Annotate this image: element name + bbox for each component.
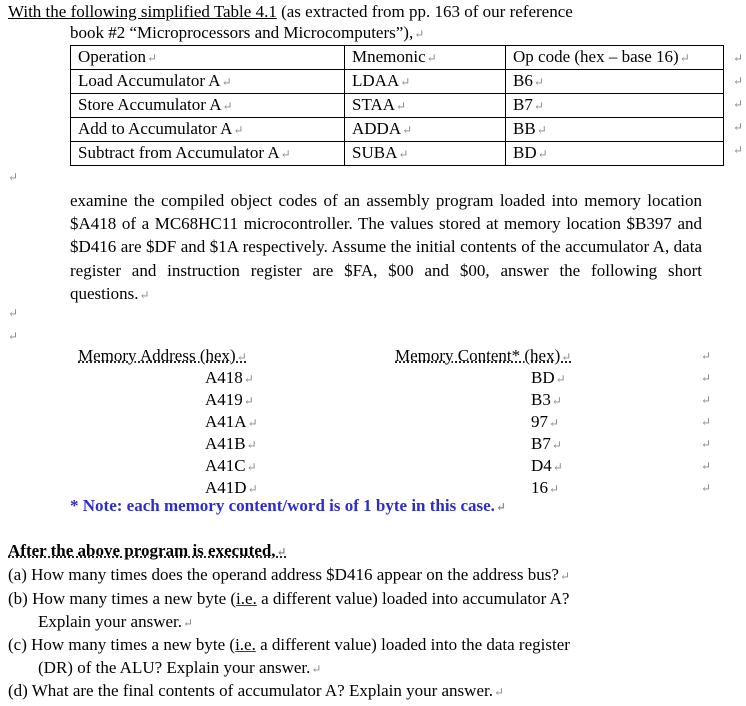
memory-address: A41B↵: [205, 434, 257, 453]
memory-content-header: Memory Content* (hex)↵: [395, 346, 572, 365]
question-a: (a) How many times does the operand address $D416 appear on the address bus?↵: [8, 565, 570, 584]
intro-line-2-text: book #2 “Microprocessors and Microcomputers”),: [70, 23, 414, 42]
memory-note: * Note: each memory content/word is of 1 byte in this case.↵: [70, 496, 506, 515]
row-end-mark-icon: ↵: [701, 481, 712, 495]
question-d: (d) What are the final contents of accumulator A? Explain your answer.↵: [8, 681, 505, 700]
row-end-mark-icon: ↵: [733, 120, 744, 134]
paragraph-text: examine the compiled object codes of an assembly program loaded into memory location $A418 of a MC68HC11 microcontroller. The values stored at memory location $B397 and $D416 are $DF and $1A respectively. Assume the initial contents of the accumulator A, data register and instruction register are $FA, $00 and $00, answer the following short questions.: [70, 191, 702, 303]
memory-address: A41D↵: [205, 478, 258, 497]
paragraph-mark-icon: ↵: [414, 27, 425, 41]
paragraph-mark-icon: ↵: [8, 170, 19, 184]
table-cell: STAA↵: [345, 94, 506, 118]
row-end-mark-icon: ↵: [733, 97, 744, 111]
table-row: [71, 118, 724, 142]
row-end-mark-icon: ↵: [701, 349, 712, 363]
memory-address-header: Memory Address (hex)↵: [78, 346, 247, 365]
memory-address: A418↵: [205, 368, 254, 387]
memory-content: B7↵: [531, 434, 562, 453]
table-cell: SUBA↵: [345, 142, 506, 166]
instructions-paragraph: examine the compiled object codes of an assembly program loaded into memory location $A418 of a MC68HC11 microcontroller. The values stored at memory location $B397 and $D416 are $DF and $1A respectively. Assume the initial contents of the accumulator A, data register and instruction register are $FA, $00 and $00, answer the following short questions.↵: [70, 191, 702, 303]
table-header-cell: Mnemonic↵: [345, 46, 506, 70]
memory-content: D4↵: [531, 456, 563, 475]
intro-line-1-suffix: (as extracted from pp. 163 of our reference: [276, 2, 573, 21]
opcode-table: [70, 45, 724, 166]
row-end-mark-icon: ↵: [701, 393, 712, 407]
row-end-mark-icon: ↵: [701, 459, 712, 473]
question-c: (c) How many times a new byte (i.e. a different value) loaded into the data register: [8, 635, 570, 654]
table-cell: Add to Accumulator A↵: [71, 118, 345, 142]
row-end-mark-icon: ↵: [733, 51, 744, 65]
table-row: [71, 94, 724, 118]
table-cell: BD↵: [506, 142, 724, 166]
row-end-mark-icon: ↵: [701, 415, 712, 429]
table-cell: Load Accumulator A↵: [71, 70, 345, 94]
table-cell: LDAA↵: [345, 70, 506, 94]
table-cell: B7↵: [506, 94, 724, 118]
table-row: [71, 142, 724, 166]
table-header-cell: Operation↵: [71, 46, 345, 70]
memory-content: BD↵: [531, 368, 566, 387]
intro-line-1: [8, 1, 573, 23]
row-end-mark-icon: ↵: [701, 371, 712, 385]
memory-content: 16↵: [531, 478, 560, 497]
questions-title: After the above program is executed,↵: [8, 541, 287, 560]
paragraph-mark-icon: ↵: [8, 329, 19, 343]
memory-address: A41C↵: [205, 456, 257, 475]
memory-address: A419↵: [205, 390, 254, 409]
row-end-mark-icon: ↵: [733, 74, 744, 88]
table-row: [71, 70, 724, 94]
intro-line-2: [70, 23, 424, 43]
question-c-continued: (DR) of the ALU? Explain your answer.↵: [38, 658, 322, 677]
row-end-mark-icon: ↵: [701, 437, 712, 451]
memory-address: A41A↵: [205, 412, 258, 431]
memory-content: B3↵: [531, 390, 562, 409]
table-header-row: [71, 46, 724, 70]
table-cell: BB↵: [506, 118, 724, 142]
question-b-continued: Explain your answer.↵: [38, 612, 194, 631]
table-header-cell: Op code (hex – base 16)↵: [506, 46, 724, 70]
table-cell: B6↵: [506, 70, 724, 94]
table-cell: Store Accumulator A↵: [71, 94, 345, 118]
paragraph-mark-icon: ↵: [8, 306, 19, 320]
question-b: (b) How many times a new byte (i.e. a different value) loaded into accumulator A?: [8, 589, 570, 608]
table-cell: Subtract from Accumulator A↵: [71, 142, 345, 166]
table-cell: ADDA↵: [345, 118, 506, 142]
memory-content: 97↵: [531, 412, 560, 431]
table-reference: With the following simplified Table 4.1: [8, 2, 277, 21]
row-end-mark-icon: ↵: [733, 143, 744, 157]
